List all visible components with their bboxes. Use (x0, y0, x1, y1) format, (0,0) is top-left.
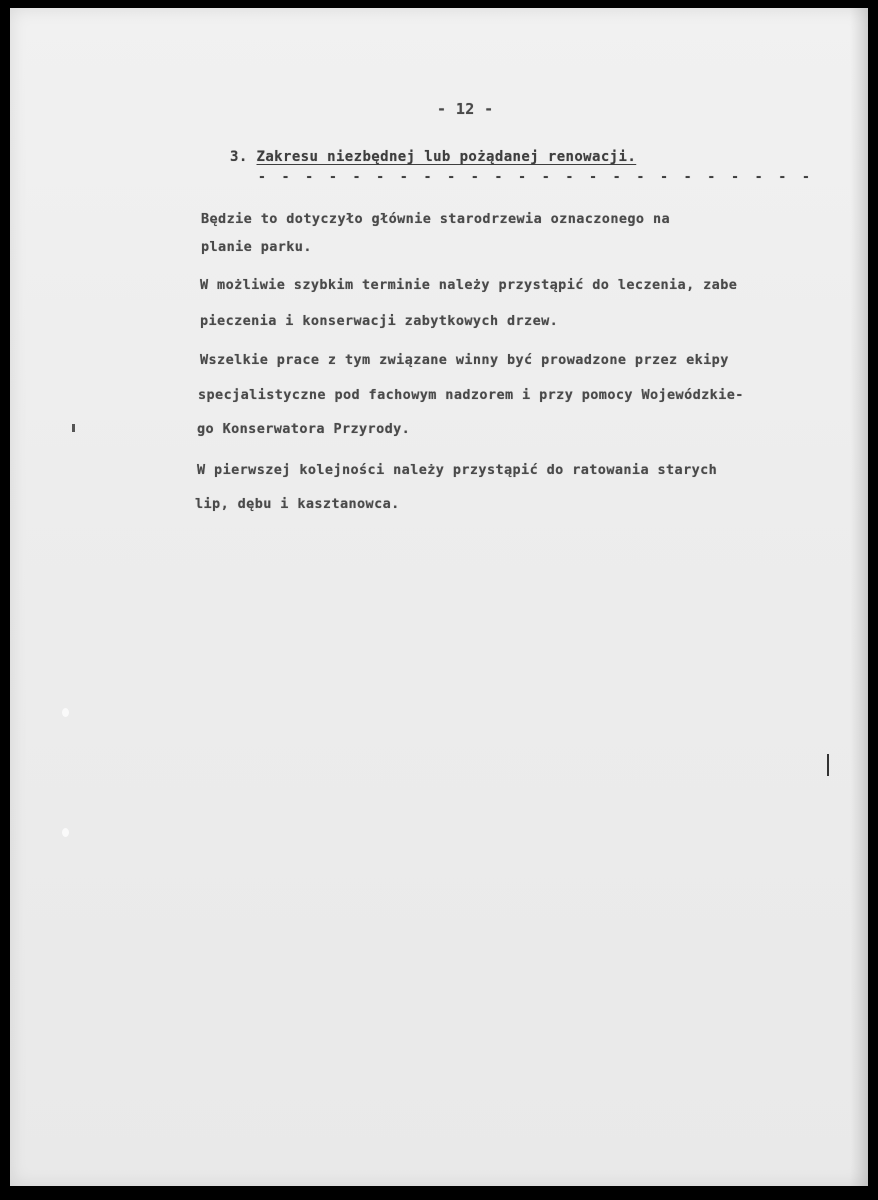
section-heading (230, 149, 636, 165)
section-number: 3. (230, 149, 248, 165)
text-line: Będzie to dotyczyło głównie starodrzewia oznaczonego na (201, 211, 671, 227)
page-number: - 12 - (437, 100, 494, 118)
text-line: W możliwie szybkim terminie należy przystąpić do leczenia, zabe (200, 277, 738, 293)
punch-hole (62, 708, 69, 717)
paper-edge-shadow (850, 8, 868, 1186)
text-line: lip, dębu i kasztanowca. (195, 496, 400, 512)
section-title: Zakresu niezbędnej lub pożądanej renowacji. (256, 149, 637, 165)
scan-mark (72, 424, 75, 432)
punch-hole (62, 828, 69, 837)
scan-mark (827, 754, 829, 776)
text-line: Wszelkie prace z tym związane winny być prowadzone przez ekipy (200, 352, 729, 368)
text-line: planie parku. (201, 239, 312, 255)
text-line: W pierwszej kolejności należy przystąpić do ratowania starych (197, 462, 718, 478)
text-line: pieczenia i konserwacji zabytkowych drzew. (200, 313, 559, 329)
text-line: go Konserwatora Przyrody. (197, 421, 411, 437)
heading-dash-underline: - - - - - - - - - - - - - - - - - - - - - - - - (258, 170, 814, 185)
text-line: specjalistyczne pod fachowym nadzorem i przy pomocy Wojewódzkie- (198, 387, 744, 403)
